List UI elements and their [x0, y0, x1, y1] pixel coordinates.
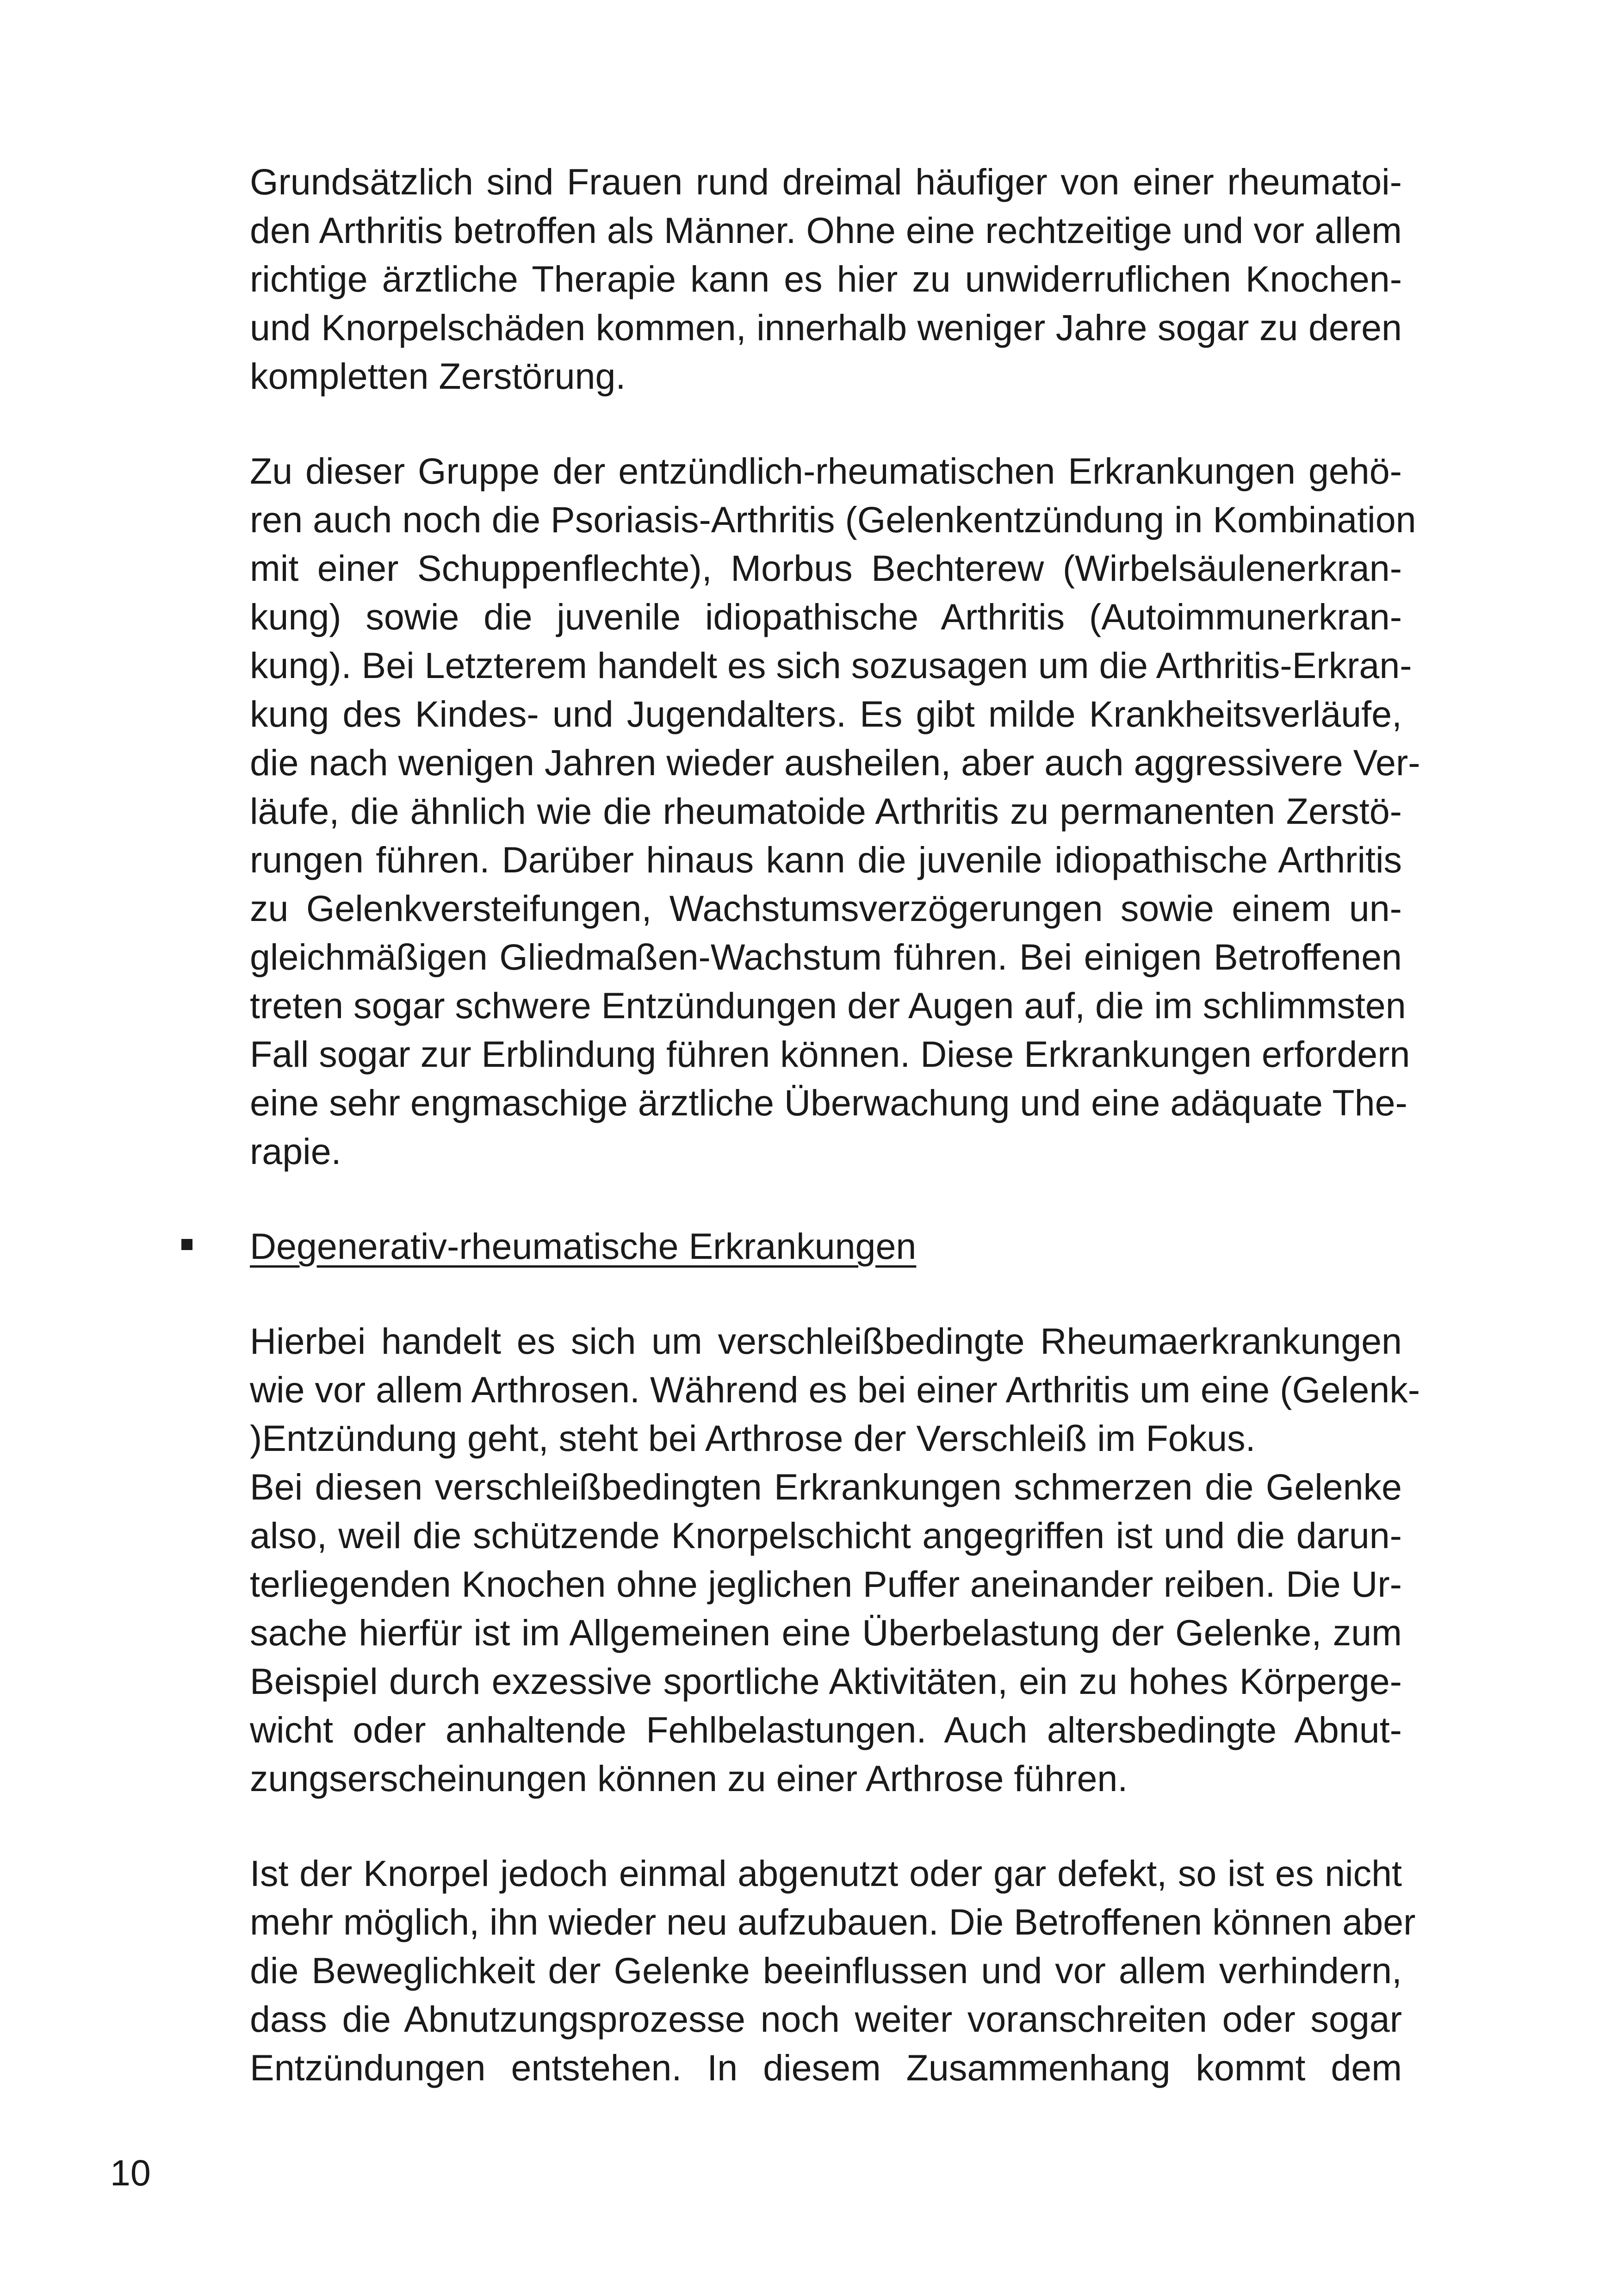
text-line: richtige ärztliche Therapie kann es hier zu unwiderruflichen Knochen- [250, 258, 1402, 299]
text-line: ren auch noch die Psoriasis-Arthritis (Gelenkentzündung in Kombination [250, 499, 1416, 540]
text-line: läufe, die ähnlich wie die rheumatoide Arthritis zu permanenten Zerstö- [250, 790, 1402, 832]
text-line: dass die Abnutzungsprozesse noch weiter voranschreiten oder sogar [250, 1998, 1402, 2040]
bullet-item-degenerative [250, 1222, 1402, 1270]
text-line: die Beweglichkeit der Gelenke beeinflussen und vor allem verhindern, [250, 1950, 1402, 1991]
text-line: wicht oder anhaltende Fehlbelastungen. Auch altersbedingte Abnut- [250, 1709, 1402, 1750]
text-line: Fall sogar zur Erblindung führen können. Diese Erkrankungen erfordern [250, 1033, 1410, 1075]
text-line: Bei diesen verschleißbedingten Erkrankungen schmerzen die Gelenke [250, 1466, 1402, 1507]
text-line: gleichmäßigen Gliedmaßen-Wachstum führen. Bei einigen Betroffenen [250, 936, 1402, 977]
section-heading: Degenerativ-rheumatische Erkrankungen [250, 1226, 917, 1267]
text-line: rapie. [250, 1131, 341, 1172]
text-line: sache hierfür ist im Allgemeinen eine Überbelastung der Gelenke, zum [250, 1612, 1402, 1653]
text-line: zungserscheinungen können zu einer Arthrose führen. [250, 1758, 1128, 1799]
text-line: mit einer Schuppenflechte), Morbus Bechterew (Wirbelsäulenerkran- [250, 548, 1402, 589]
text-line: kung) sowie die juvenile idiopathische Arthritis (Autoimmunerkran- [250, 596, 1402, 637]
text-line: also, weil die schützende Knorpelschicht angegriffen ist und die darun- [250, 1515, 1402, 1556]
text-line: )Entzündung geht, steht bei Arthrose der Verschleiß im Fokus. [250, 1418, 1256, 1459]
paragraph-cartilage [250, 1849, 1416, 2092]
text-line: Zu dieser Gruppe der entzündlich-rheumatischen Erkrankungen gehö- [250, 450, 1402, 492]
page-content [250, 157, 1420, 2092]
paragraph-rheumatoid-arthritis [250, 157, 1402, 400]
text-line: rungen führen. Darüber hinaus kann die juvenile idiopathische Arthritis [250, 839, 1402, 880]
bullet-square-icon [181, 1239, 192, 1250]
text-line: terliegenden Knochen ohne jeglichen Puffer aneinander reiben. Die Ur- [250, 1563, 1402, 1605]
text-line: treten sogar schwere Entzündungen der Augen auf, die im schlimmsten [250, 985, 1406, 1026]
text-line: mehr möglich, ihn wieder neu aufzubauen. Die Betroffenen können aber [250, 1901, 1416, 1942]
text-line: und Knorpelschäden kommen, innerhalb weniger Jahre sogar zu deren [250, 307, 1402, 348]
text-line: kung des Kindes- und Jugendalters. Es gibt milde Krankheitsverläufe, [250, 693, 1402, 734]
text-line: den Arthritis betroffen als Männer. Ohne eine rechtzeitige und vor allem [250, 210, 1402, 251]
text-line: wie vor allem Arthrosen. Während es bei einer Arthritis um eine (Gelenk- [250, 1369, 1420, 1410]
text-line: kompletten Zerstörung. [250, 355, 626, 397]
text-line: zu Gelenkversteifungen, Wachstumsverzögerungen sowie einem un- [250, 888, 1402, 929]
text-line: Ist der Knorpel jedoch einmal abgenutzt oder gar defekt, so ist es nicht [250, 1853, 1402, 1894]
text-line: Beispiel durch exzessive sportliche Aktivitäten, ein zu hohes Körperge- [250, 1661, 1402, 1702]
text-line: eine sehr engmaschige ärztliche Überwachung und eine adäquate The- [250, 1082, 1407, 1123]
text-line: Grundsätzlich sind Frauen rund dreimal häufiger von einer rheumatoi- [250, 161, 1402, 202]
paragraph-inflammatory-group [250, 447, 1420, 1176]
text-line: Hierbei handelt es sich um verschleißbedingte Rheumaerkrankungen [250, 1320, 1402, 1362]
page-number: 10 [110, 2152, 151, 2193]
text-line: die nach wenigen Jahren wieder ausheilen, aber auch aggressivere Ver- [250, 742, 1420, 783]
text-line: Entzündungen entstehen. In diesem Zusammenhang kommt dem [250, 2047, 1402, 2088]
paragraph-degenerative [250, 1317, 1420, 1803]
text-line: kung). Bei Letzterem handelt es sich sozusagen um die Arthritis-Erkran- [250, 645, 1412, 686]
